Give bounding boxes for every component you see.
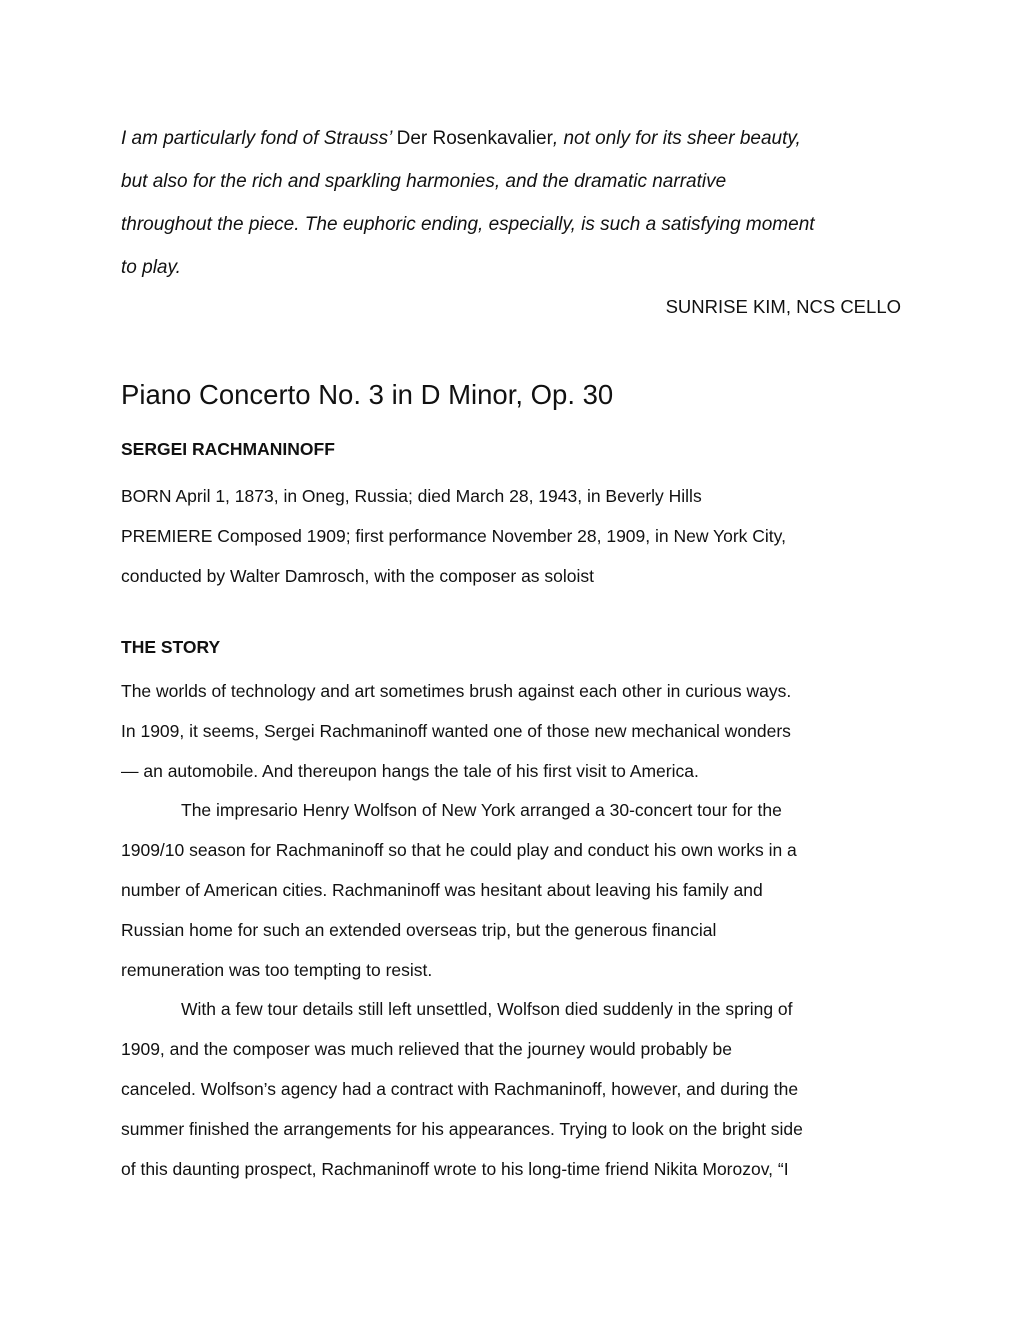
story-line: The worlds of technology and art sometimes brush against each other in curious ways. [121,681,792,701]
story-line: Russian home for such an extended overseas trip, but the generous financial [121,919,717,940]
work-title: Piano Concerto No. 3 in D Minor, Op. 30 [121,379,614,410]
story-line: summer finished the arrangements for his appearances. Trying to look on the bright side [121,1118,803,1139]
quote-text: to play. [121,257,181,278]
story-line: canceled. Wolfson’s agency had a contract with Rachmaninoff, however, and during the [121,1078,799,1099]
story-line: The impresario Henry Wolfson of New York arranged a 30-concert tour for the [181,800,782,821]
section-heading: THE STORY [121,637,221,657]
story-line: remuneration was too tempting to resist. [121,959,433,980]
story-line: number of American cities. Rachmaninoff was hesitant about leaving his family and [121,879,763,900]
story-line: 1909/10 season for Rachmaninoff so that he could play and conduct his own works in a [121,840,797,861]
quote-line [121,203,901,246]
story-line: — an automobile. And thereupon hangs the tale of his first visit to America. [121,760,699,781]
quote-line [121,117,901,160]
story-line: With a few tour details still left unsettled, Wolfson died suddenly in the spring of [181,999,793,1020]
premiere-line: conducted by Walter Damrosch, with the composer as soloist [121,566,595,586]
story-line: of this daunting prospect, Rachmaninoff wrote to his long-time friend Nikita Morozov, “I [121,1158,789,1179]
quote-text: but also for the rich and sparkling harmonies, and the dramatic narrative [121,171,727,192]
story-body [121,672,901,1189]
composer-name: SERGEI RACHMANINOFF [121,439,335,459]
quote-line [121,246,901,289]
pull-quote [121,117,901,289]
quote-text: , not only for its sheer beauty, [552,128,801,149]
story-line: In 1909, it seems, Sergei Rachmaninoff wanted one of those new mechanical wonders [121,720,791,741]
quote-attribution: SUNRISE KIM, NCS CELLO [665,296,901,317]
premiere-line: PREMIERE Composed 1909; first performance November 28, 1909, in New York City, [121,526,786,546]
quote-text: throughout the piece. The euphoric ending, especially, is such a satisfying moment [121,214,815,235]
work-details [121,476,786,596]
story-line: 1909, and the composer was much relieved that the journey would probably be [121,1039,732,1060]
quote-opera-title: Der Rosenkavalier [396,128,553,149]
born-line: BORN April 1, 1873, in Oneg, Russia; died March 28, 1943, in Beverly Hills [121,486,702,506]
quote-line [121,160,901,203]
quote-text: I am particularly fond of Strauss’ [121,128,397,149]
